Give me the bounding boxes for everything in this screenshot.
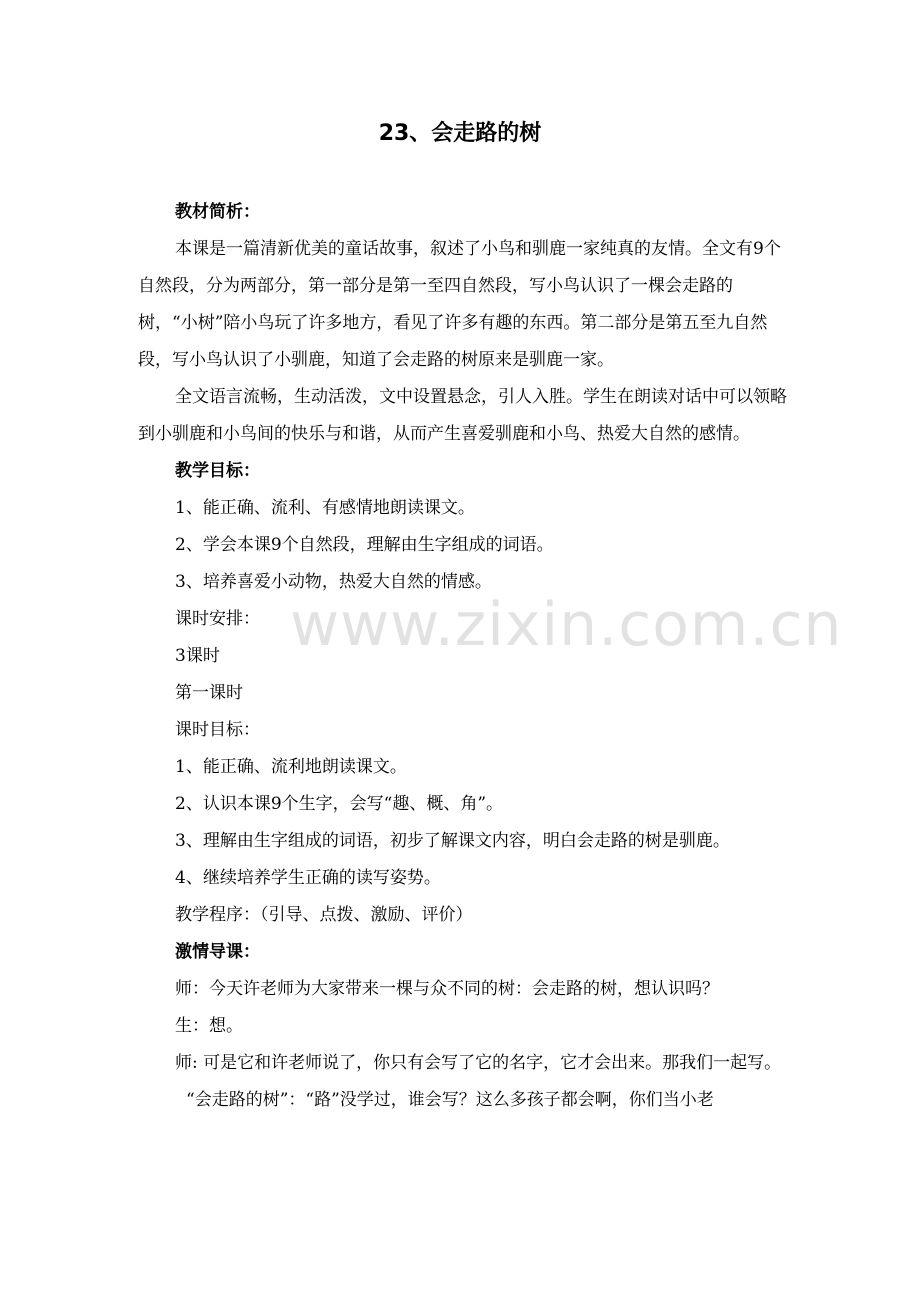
dialogue-quote: “会走路的树”：“路”没学过，谁会写？这么多孩子都会啊，你们当小老 — [186, 1090, 714, 1110]
lesson-goal-1: 1、能正确、流利地朗读课文。 — [175, 757, 407, 777]
paragraph-analysis-1: 本课是一篇清新优美的童话故事，叙述了小鸟和驯鹿一家纯真的友情。全文有9个自然段，分为两部分，第一部分是第一至四自然段，写小鸟认识了一棵会走路的树，“小树”陪小鸟玩了许多地方，看见了许多有趣的东西。第二部分是第五至九自然段，写小鸟认识了小驯鹿，知道了会走路的树原来是驯鹿一家。 — [138, 239, 781, 370]
dialogue-teacher-2: 师: 可是它和许老师说了，你只有会写了它的名字，它才会出来。那我们一起写。 — [175, 1053, 782, 1073]
document-title: 23、会走路的树 — [378, 121, 542, 146]
dialogue-teacher-1: 师：今天许老师为大家带来一棵与众不同的树：会走路的树，想认识吗？ — [175, 979, 719, 999]
lesson-goal-4: 4、继续培养学生正确的读写姿势。 — [175, 868, 441, 888]
lesson-goals-label: 课时目标： — [175, 720, 260, 740]
procedure-line: 教学程序：（引导、点拨、激励、评价） — [175, 905, 473, 925]
paragraph-analysis-2: 全文语言流畅，生动活泼，文中设置悬念，引人入胜。学生在朗读对话中可以领略到小驯鹿和小鸟间的快乐与和谐，从而产生喜爱驯鹿和小鸟、热爱大自然的感情。 — [138, 387, 787, 444]
goal-item-2: 2、学会本课9个自然段，理解由生字组成的词语。 — [175, 535, 554, 555]
watermark-text: www.zixin.com.cn — [290, 590, 843, 660]
goal-item-3: 3、培养喜爱小动物，热爱大自然的情感。 — [175, 572, 492, 592]
first-lesson-label: 第一课时 — [175, 683, 243, 703]
heading-goals: 教学目标： — [175, 461, 260, 481]
heading-analysis: 教材简析： — [175, 202, 260, 222]
heading-intro: 激情导课： — [175, 942, 260, 962]
dialogue-student-1: 生：想。 — [175, 1016, 243, 1036]
schedule-value: 3课时 — [175, 646, 220, 666]
schedule-label: 课时安排： — [175, 609, 260, 629]
lesson-goal-3: 3、理解由生字组成的词语，初步了解课文内容，明白会走路的树是驯鹿。 — [175, 831, 730, 851]
goal-item-1: 1、能正确、流利、有感情地朗读课文。 — [175, 498, 475, 518]
lesson-goal-2: 2、认识本课9个生字，会写“趣、概、角”。 — [175, 794, 504, 814]
